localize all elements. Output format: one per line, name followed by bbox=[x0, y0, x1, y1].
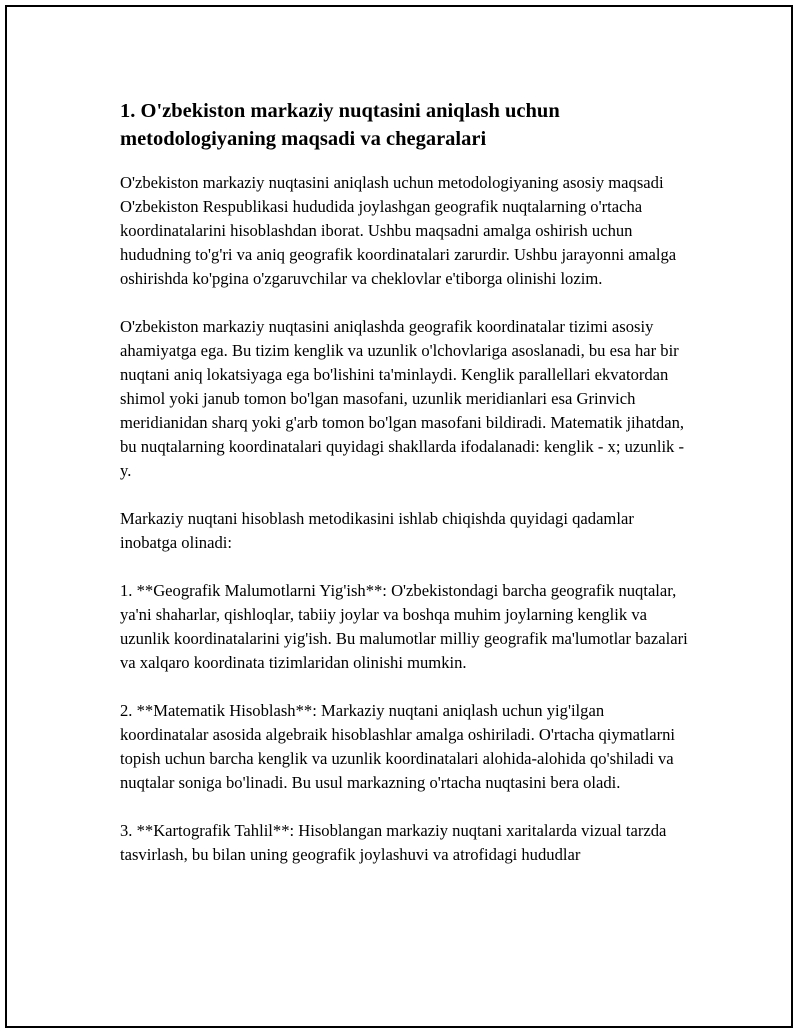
document-body bbox=[120, 97, 690, 891]
paragraph-step-calculation: 2. **Matematik Hisoblash**: Markaziy nuqtani aniqlash uchun yig'ilgan koordinatalar asosida algebraik hisoblashlar amalga oshiriladi. O'rtacha qiymatlarni topish uchun barcha kenglik va uzunlik koordinatalari alohida-alohida qo'shiladi va nuqtalar soniga bo'linadi. Bu usul markazning o'rtacha nuqtasini bera oladi. bbox=[120, 701, 676, 792]
paragraph-step-data-collection: 1. **Geografik Malumotlarni Yig'ish**: O'zbekistondagi barcha geografik nuqtalar, ya'ni shaharlar, qishloqlar, tabiiy joylar va boshqa muhim joylarning kenglik va uzunlik koordinatalarini yig'ish. Bu malumotlar milliy geografik ma'lumotlar bazalari va xalqaro koordinata tizimlaridan olinishi mumkin. bbox=[120, 581, 688, 672]
section-heading: 1. O'zbekiston markaziy nuqtasini aniqlash uchun metodologiyaning maqsadi va chegaralari bbox=[120, 100, 560, 150]
paragraph-step-cartography: 3. **Kartografik Tahlil**: Hisoblangan markaziy nuqtani xaritalarda vizual tarzda tasvirlash, bu bilan uning geografik joylashuvi va atrofidagi hududlar bbox=[120, 821, 667, 864]
paragraph-coordinate-system: O'zbekiston markaziy nuqtasini aniqlashda geografik koordinatalar tizimi asosiy ahamiyatga ega. Bu tizim kenglik va uzunlik o'lchovlariga asoslanadi, bu esa har bir nuqtani aniq lokatsiyaga ega bo'lishini ta'minlaydi. Kenglik parallellari ekvatordan shimol yoki janub tomon bo'lgan masofani, uzunlik meridianlari esa Grinvich meridianidan sharq yoki g'arb tomon bo'lgan masofani bildiradi. Matematik jihatdan, bu nuqtalarning koordinatalari quyidagi shakllarda ifodalanadi: kenglik - x; uzunlik - y. bbox=[120, 317, 685, 480]
paragraph-purpose: O'zbekiston markaziy nuqtasini aniqlash uchun metodologiyaning asosiy maqsadi O'zbekiston Respublikasi hududida joylashgan geografik nuqtalarning o'rtacha koordinatalarini hisoblashdan iborat. Ushbu maqsadni amalga oshirish uchun hududning to'g'ri va aniq geografik koordinatalari zarurdir. Ushbu jarayonni amalga oshirishda ko'pgina o'zgaruvchilar va cheklovlar e'tiborga olinishi lozim. bbox=[120, 173, 677, 288]
page-frame bbox=[5, 5, 793, 1028]
paragraph-steps-intro: Markaziy nuqtani hisoblash metodikasini ishlab chiqishda quyidagi qadamlar inobatga olinadi: bbox=[120, 509, 634, 552]
